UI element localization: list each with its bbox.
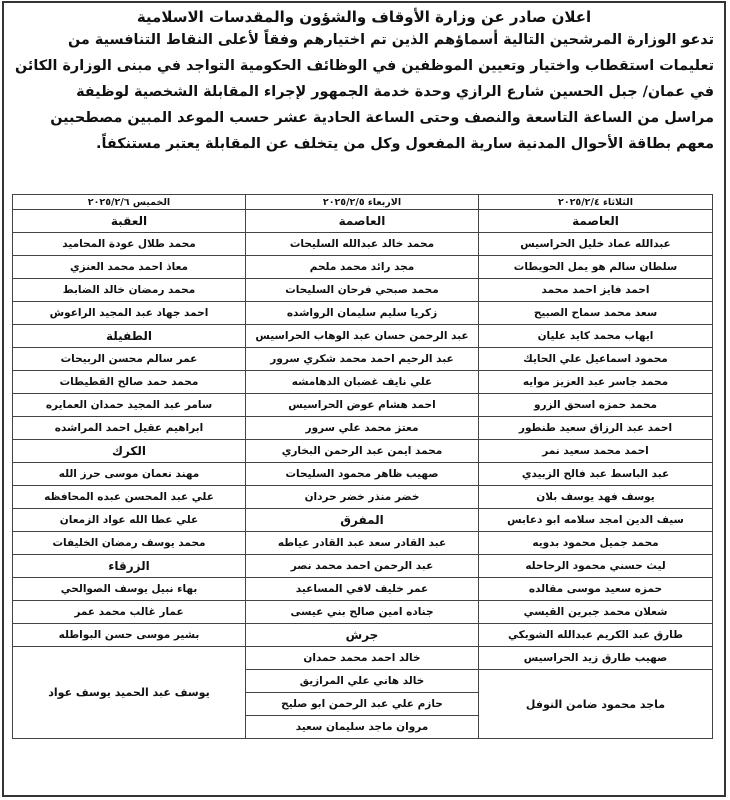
candidate-name: محمود اسماعيل علي الحايك <box>479 348 713 371</box>
candidate-name: علي عطا الله عواد الزمعان <box>13 509 246 532</box>
candidate-name: عبد الرحيم احمد محمد شكري سرور <box>246 348 479 371</box>
candidate-name: طارق عبد الكريم عبدالله الشوبكي <box>479 624 713 647</box>
candidate-name: محمد حمزه اسحق الزرو <box>479 394 713 417</box>
candidate-name: خضر منذر خضر حردان <box>246 486 479 509</box>
table-row <box>13 348 713 371</box>
candidate-name: ايهاب محمد كايد عليان <box>479 325 713 348</box>
table-row <box>13 578 713 601</box>
candidate-name: احمد هشام عوض الحراسيس <box>246 394 479 417</box>
candidate-name: بهاء نبيل يوسف الصوالحي <box>13 578 246 601</box>
candidate-name: علي عبد المحسن عبده المحافظه <box>13 486 246 509</box>
region-heading: العاصمة <box>479 210 713 233</box>
candidate-name: عبدالله عماد خليل الحراسيس <box>479 233 713 256</box>
table-row <box>13 532 713 555</box>
candidate-name: محمد رمضان خالد الضابط <box>13 279 246 302</box>
table-row <box>13 233 713 256</box>
candidate-name: محمد يوسف رمضان الخليفات <box>13 532 246 555</box>
table-row <box>13 555 713 578</box>
candidate-name: خالد هاني علي المرازيق <box>246 670 479 693</box>
intro-line: تدعو الوزارة المرشحين التالية أسماؤهم الذين تم اختيارهم وفقاً لأعلى النقاط التنافسية من <box>67 32 714 48</box>
table-row <box>13 279 713 302</box>
candidate-name: خالد احمد محمد حمدان <box>246 647 479 670</box>
candidate-name: محمد جاسر عبد العزيز موايه <box>479 371 713 394</box>
table-row <box>13 624 713 647</box>
table-row <box>13 417 713 440</box>
candidate-name: محمد طلال عودة المحاميد <box>13 233 246 256</box>
date-header: الاربعاء ٢٠٢٥/٢/٥ <box>246 195 479 210</box>
candidate-name: محمد صبحي فرحان السليحات <box>246 279 479 302</box>
candidate-name: محمد حمد صالح القطيطات <box>13 371 246 394</box>
table-row <box>13 302 713 325</box>
table-row <box>13 440 713 463</box>
region-heading: العقبة <box>13 210 246 233</box>
candidate-name: ليث حسني محمود الرحاحله <box>479 555 713 578</box>
table-row <box>13 394 713 417</box>
candidate-name: زكريا سليم سليمان الرواشده <box>246 302 479 325</box>
candidate-name: عبد الرحمن حسان عبد الوهاب الحراسيس <box>246 325 479 348</box>
candidate-name: معاذ احمد محمد العنزي <box>13 256 246 279</box>
candidate-name: احمد محمد سعيد نمر <box>479 440 713 463</box>
region-heading: العاصمة <box>246 210 479 233</box>
candidate-name: عمر سالم محسن الربيحات <box>13 348 246 371</box>
candidate-name: محمد ايمن عبد الرحمن البخاري <box>246 440 479 463</box>
candidate-name: حمزه سعيد موسى مقالده <box>479 578 713 601</box>
table-row <box>13 509 713 532</box>
candidate-name: يوسف عبد الحميد يوسف عواد <box>13 647 246 739</box>
region-heading: الكرك <box>13 440 246 463</box>
table-row <box>13 486 713 509</box>
region-heading: الزرقاء <box>13 555 246 578</box>
candidate-name: علي نايف غضبان الدهامشه <box>246 371 479 394</box>
candidate-name: حازم علي عبد الرحمن ابو صليح <box>246 693 479 716</box>
table-row <box>13 601 713 624</box>
intro-line: تعليمات استقطاب واختيار وتعيين الموظفين في الوظائف الحكومية التواجد في مبنى الوزارة الكائن <box>14 58 714 74</box>
candidate-name: احمد فايز احمد محمد <box>479 279 713 302</box>
candidate-name: شعلان محمد جبرين القيسي <box>479 601 713 624</box>
candidate-name: عبد القادر سعد عبد القادر عياطه <box>246 532 479 555</box>
date-header-row <box>13 195 713 210</box>
intro-line: معهم بطاقة الأحوال المدنية سارية المفعول وكل من يتخلف عن المقابلة يعتبر مستنكفاً. <box>96 136 714 152</box>
table-row <box>13 325 713 348</box>
candidate-name: مجد رائد محمد ملحم <box>246 256 479 279</box>
candidate-name: احمد عبد الرزاق سعيد طنطور <box>479 417 713 440</box>
candidate-name: ماجد محمود ضامن النوفل <box>479 670 713 739</box>
table-row <box>13 210 713 233</box>
candidate-name: عمار غالب محمد عمر <box>13 601 246 624</box>
candidate-name: محمد جميل محمود بدويه <box>479 532 713 555</box>
region-heading: المفرق <box>246 509 479 532</box>
candidate-name: يوسف فهد يوسف بلان <box>479 486 713 509</box>
candidate-name: مهند نعمان موسى حرز الله <box>13 463 246 486</box>
candidate-name: بشير موسى حسن البواطله <box>13 624 246 647</box>
candidate-name: سامر عبد المجيد حمدان العمايره <box>13 394 246 417</box>
announcement-title: اعلان صادر عن وزارة الأوقاف والشؤون والمقدسات الاسلامية <box>136 8 592 26</box>
table-row <box>13 463 713 486</box>
announcement-intro <box>4 27 724 157</box>
candidate-name: ابراهيم عقيل احمد المراشده <box>13 417 246 440</box>
date-header: الثلاثاء ٢٠٢٥/٢/٤ <box>479 195 713 210</box>
candidate-name: سعد محمد سماح الصبيح <box>479 302 713 325</box>
candidate-name: عمر خليف لافي المساعيد <box>246 578 479 601</box>
intro-line: في عمان/ جبل الحسين شارع الرازي وحدة خدمة الجمهور لإجراء المقابلة الشخصية لوظيفة <box>76 84 714 100</box>
date-header: الخميس ٢٠٢٥/٢/٦ <box>13 195 246 210</box>
candidate-name: جناده امين صالح بني عيسى <box>246 601 479 624</box>
table-row <box>13 371 713 394</box>
candidate-name: سلطان سالم هو يمل الحويطات <box>479 256 713 279</box>
candidate-name: عبد الرحمن احمد محمد نصر <box>246 555 479 578</box>
candidate-name: عبد الباسط عبد فالح الزبيدي <box>479 463 713 486</box>
table-row <box>13 256 713 279</box>
candidate-name: محمد خالد عبدالله السليحات <box>246 233 479 256</box>
region-heading: الطفيلة <box>13 325 246 348</box>
candidate-name: صهيب ظاهر محمود السليحات <box>246 463 479 486</box>
candidates-table <box>12 194 713 739</box>
region-heading: جرش <box>246 624 479 647</box>
candidate-name: احمد جهاد عبد المجيد الراعوش <box>13 302 246 325</box>
candidate-name: صهيب طارق زيد الحراسيس <box>479 647 713 670</box>
table-row <box>13 647 713 670</box>
candidate-name: سيف الدين امجد سلامه ابو دعابس <box>479 509 713 532</box>
candidate-name: مروان ماجد سليمان سعيد <box>246 716 479 739</box>
intro-line: مراسل من الساعة التاسعة والنصف وحتى الساعة الحادية عشر حسب الموعد المبين مصطحبين <box>50 110 714 126</box>
candidate-name: معتز محمد علي سرور <box>246 417 479 440</box>
